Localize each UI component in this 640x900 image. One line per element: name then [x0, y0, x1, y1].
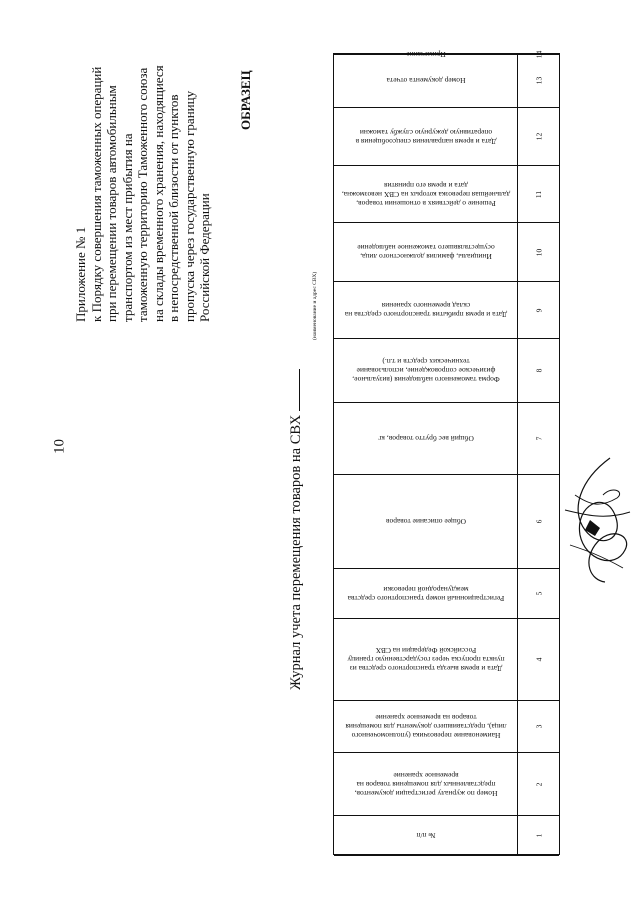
column-header-text: Регистрационный номер транспортного средства международной перевозки	[347, 584, 505, 603]
sample-stamp: ОБРАЗЕЦ	[238, 70, 253, 130]
column-header-text: Форма таможенного наблюдения (визуальное, физическое сопровождение, использование технических средств и т.п.)	[352, 357, 500, 384]
table-column-12	[334, 108, 559, 166]
column-number	[518, 166, 559, 222]
column-header	[336, 54, 516, 107]
column-number	[518, 339, 559, 402]
table-column-6	[334, 475, 559, 569]
column-header	[336, 701, 516, 752]
column-number	[518, 223, 559, 281]
column-number	[518, 619, 559, 700]
table-column-13	[334, 54, 559, 108]
column-number-text: 6	[534, 519, 543, 524]
column-number	[518, 54, 559, 107]
column-header-text: Дата и время направления спецсообщения в оперативную дежурную службу таможни	[355, 127, 497, 146]
column-header	[336, 108, 516, 165]
appendix-line: в непосредственной близости от пунктов	[166, 94, 181, 322]
table-column-10	[334, 223, 559, 282]
journal-title-text: Журнал учета перемещения товаров на СВХ	[288, 414, 304, 690]
column-number-text: 7	[534, 436, 543, 441]
column-number-text: 12	[534, 132, 543, 141]
column-number-text: 9	[534, 308, 543, 312]
column-number	[518, 475, 559, 568]
column-number-text: 4	[534, 657, 543, 662]
column-number	[518, 569, 559, 618]
column-number-text: 10	[534, 248, 543, 256]
table-column-4	[334, 619, 559, 701]
appendix-line: транспортом из мест прибытия на	[119, 133, 135, 322]
table-column-7	[334, 403, 559, 475]
column-header	[336, 569, 516, 618]
column-header-text: Номер по журналу регистрации документов, представленных для помещения товаров на временное хранение	[354, 770, 498, 798]
appendix-line: при перемещении товаров автомобильным	[104, 85, 119, 322]
column-number	[518, 403, 559, 474]
column-number	[518, 108, 559, 165]
journal-title	[287, 360, 309, 690]
column-header	[336, 753, 516, 815]
column-header-text: Примечание	[406, 49, 446, 59]
table-column-8	[334, 339, 559, 403]
table-column-14	[334, 49, 559, 59]
table-column-1	[334, 816, 559, 856]
signature	[555, 450, 635, 590]
appendix-line: Приложение № 1	[73, 226, 88, 322]
appendix-text	[73, 22, 213, 322]
table-column-2	[334, 753, 559, 816]
column-header	[336, 166, 516, 222]
column-number-text: 2	[534, 782, 543, 786]
column-number-text: 1	[534, 833, 543, 838]
journal-subtitle: (наименование и адрес СВХ)	[312, 271, 318, 340]
column-number-text: 11	[533, 190, 543, 198]
column-number	[518, 753, 559, 815]
page-number: 10	[51, 439, 68, 454]
table-column-3	[334, 701, 559, 753]
column-number-text: 5	[534, 591, 543, 596]
column-header	[336, 475, 516, 568]
column-header	[336, 339, 516, 402]
column-number-text: 13	[534, 76, 543, 85]
column-number	[518, 816, 559, 855]
appendix-line: таможенную территорию Таможенного союза	[135, 67, 150, 322]
column-number	[518, 701, 559, 752]
column-header-text: Общий вес брутто товаров, кг	[378, 434, 474, 443]
column-header-text: Дата и время прибытия транспортного средства на склад временного хранения	[344, 301, 508, 319]
column-number-text: 14	[534, 50, 543, 58]
column-header	[336, 816, 516, 855]
appendix-line: пропуска через государственную границу	[181, 90, 197, 322]
column-header-text: Общее описание товаров	[385, 517, 467, 526]
journal-table	[333, 49, 560, 855]
appendix-line: к Порядку совершения таможенных операций	[88, 66, 104, 322]
column-header	[336, 282, 516, 338]
table-column-9	[334, 282, 559, 339]
appendix-line: на склады временного хранения, находящиеся	[150, 65, 166, 322]
column-number-text: 8	[534, 368, 543, 373]
column-header-text: Решение о действиях в отношении товаров, дальнейшая перевозка которых на СВХ невозможна, дата и время его принятия	[341, 180, 511, 208]
column-header-text: Наименование перевозчика (уполномоченного лица), представившего документы для помещения товаров на временное хранение	[345, 713, 507, 740]
column-header-text: Инициалы, фамилия должностного лица, осуществлявшего таможенное наблюдение	[357, 243, 495, 261]
column-header-text: Дата и время выезда транспортного средства из пункта пропуска через государственную границу Российской Федерации на СВХ	[347, 646, 505, 673]
journal-title-blank	[287, 369, 300, 411]
appendix-header	[73, 22, 213, 322]
appendix-line: Российской Федерации	[197, 193, 212, 322]
column-header	[336, 619, 516, 700]
column-header	[336, 223, 516, 281]
column-number-text: 3	[534, 724, 543, 729]
table-column-5	[334, 569, 559, 619]
column-number	[518, 282, 559, 338]
column-header-text: Номер документа отчета	[386, 76, 466, 85]
column-header	[336, 403, 516, 474]
table-column-11	[334, 166, 559, 223]
column-header-text: № п/п	[416, 831, 436, 840]
